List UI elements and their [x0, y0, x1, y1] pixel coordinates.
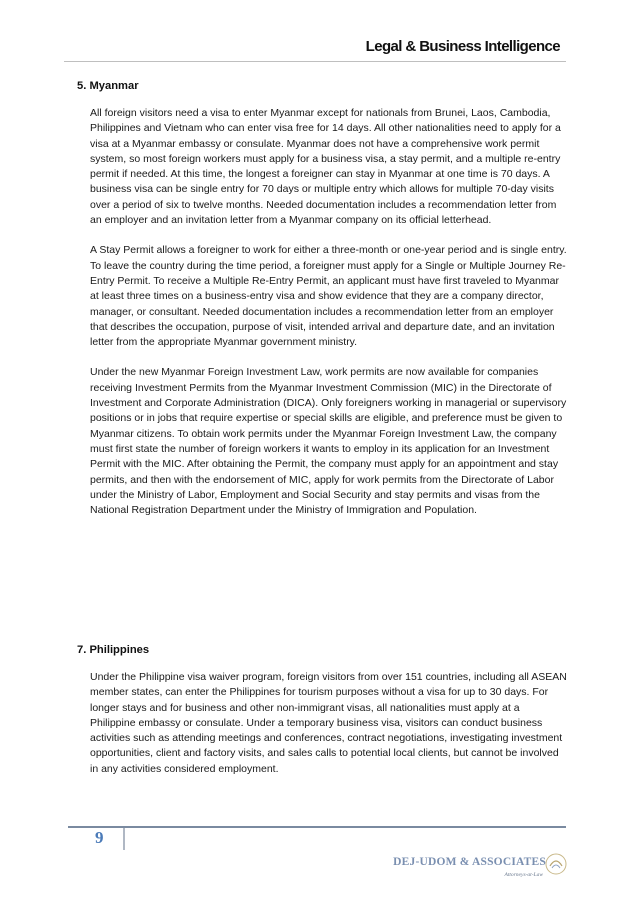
section-myanmar	[77, 79, 567, 518]
header-title: Legal & Business Intelligence	[365, 38, 560, 55]
section-philippines	[77, 643, 567, 777]
paragraph: Under the new Myanmar Foreign Investment Law, work permits are now available for companies receiving Investment Permits from the Myanmar Investment Commission (MIC) in the Directorate of Investment and Corporate Administration (DICA). Only foreigners working in managerial or supervisory positions or in jobs that require expertise or special skills are eligible, and preference must be given to Myanmar citizens. To obtain work permits under the Myanmar Foreign Investment Law, the company must first state the number of foreign workers it wants to employ in its application for an Investment Permit with the MIC. After obtaining the Permit, the company must apply for an appointment and stay permits, and then with the endorsement of MIC, apply for work permits from the Directorate of Labor under the Ministry of Labor, Employment and Social Security and stay permits and visas from the National Registration Department under the Ministry of Immigration and Population.	[90, 366, 567, 517]
section-heading: 5. Myanmar	[77, 80, 139, 92]
header-divider	[64, 61, 566, 62]
paragraph: A Stay Permit allows a foreigner to work for either a three-month or one-year period and is single entry. To leave the country during the time period, a foreigner must apply for a Single or Multiple Journey Re-Entry Permit. To receive a Multiple Re-Entry Permit, an applicant must have first traveled to Myanmar at least three times on a business-entry visa and show evidence that they are a company director, manager, or consultant. Needed documentation includes a recommendation letter from an employer that describes the occupation, purpose of visit, intended arrival and departure date, and an invitation letter from the appropriate Myanmar government ministry.	[90, 244, 567, 349]
paragraph: Under the Philippine visa waiver program, foreign visitors from over 151 countries, including all ASEAN member states, can enter the Philippines for tourism purposes without a visa for up to 30 days. For longer stays and for business and other non-immigrant visas, all nationalities must apply at a Philippine embassy or consulate. Under a temporary business visa, visitors can conduct business activities such as attending meetings and conferences, contract negotiations, investigating investment opportunities, client and factory visits, and sales calls to potential local clients, but cannot be involved in any activities considered employment.	[90, 671, 567, 775]
firm-logo-icon	[544, 852, 568, 876]
footer-divider	[68, 826, 566, 828]
firm-subtitle: Attorneys-at-Law	[504, 872, 543, 878]
footer-vertical-divider	[123, 828, 125, 850]
paragraph: All foreign visitors need a visa to enter Myanmar except for nationals from Brunei, Laos, Cambodia, Philippines and Vietnam who can enter visa free for 14 days. All other nationalities need to apply for a visa at a Myanmar embassy or consulate. Myanmar does not have a comprehensive work permit system, so most foreign workers must apply for a business visa, a stay permit, and a multiple re-entry permit if needed. At this time, the longest a foreigner can stay in Myanmar at one time is 70 days. A business visa can be single entry for 70 days or multiple entry which allows for multiple 70-day visits over a period of six to twelve months. Needed documentation includes a recommendation letter from an employer and an invitation letter from a Myanmar company on its official letterhead.	[90, 107, 561, 227]
firm-name: DEJ-UDOM & ASSOCIATES	[393, 856, 546, 868]
section-heading: 7. Philippines	[77, 644, 150, 656]
page-number: 9	[95, 828, 104, 847]
